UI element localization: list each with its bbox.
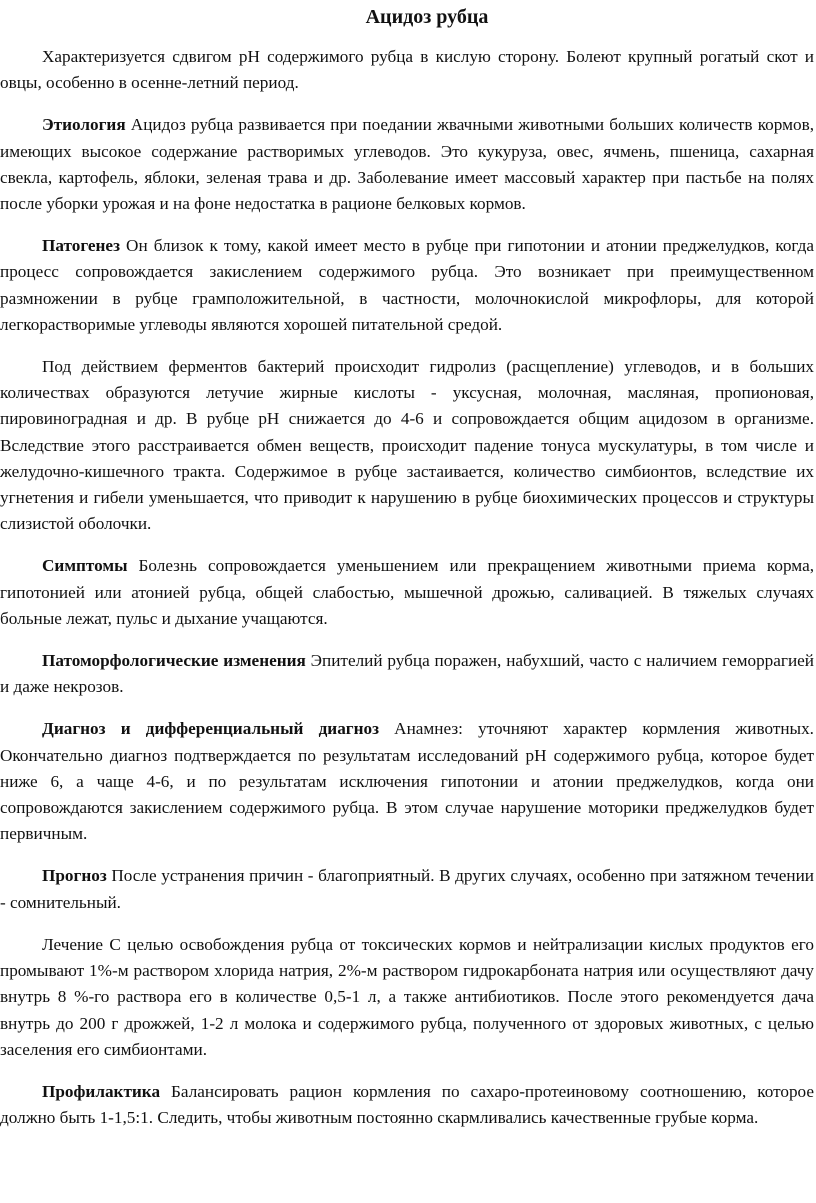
treatment-paragraph: Лечение С целью освобождения рубца от токсических кормов и нейтрализации кислых продуктов его промывают 1%-м раствором хлорида натрия, 2%-м раствором гидрокарбоната натрия или осуществляют дачу внутрь 8 %-го раствора его в количестве 0,5-1 л, а также антибиотиков. После этого рекомендуется дача внутрь до 200 г дрожжей, 1-2 л молока и содержимого рубца, полученного от здоровых животных, с целью заселения его симбионтами.: [0, 934, 814, 1059]
document-title: Ацидоз рубца: [365, 6, 489, 28]
intro-paragraph: Характеризуется сдвигом рН содержимого рубца в кислую сторону. Болеют крупный рогатый скот и овцы, особенно в осенне-летний период.: [0, 47, 814, 93]
pathomorphology-heading: Патоморфологические изменения: [42, 651, 306, 671]
diagnosis-paragraph: [0, 716, 814, 847]
pathogenesis-paragraph: [0, 233, 814, 338]
prognosis-heading: Прогноз: [42, 866, 107, 886]
pathomorphology-paragraph: [0, 648, 814, 700]
prognosis-text: После устранения причин - благоприятный. В других случаях, особенно при затяжном течении - сомнительный.: [0, 866, 814, 912]
prevention-paragraph: [0, 1079, 814, 1131]
prevention-heading: Профилактика: [42, 1081, 161, 1101]
etiology-paragraph: [0, 112, 814, 217]
prognosis-paragraph: [0, 863, 814, 915]
pathogenesis-heading: Патогенез: [42, 236, 120, 256]
pathogenesis-text: Он близок к тому, какой имеет место в рубце при гипотонии и атонии преджелудков, когда процесс сопровождается закислением содержимого рубца. Это возникает при преимущественном размножении в рубце грамположительной, в частности, молочнокислой микрофлоры, для которой легкорастворимые углеводы являются хорошей питательной средой.: [0, 236, 814, 334]
diagnosis-heading: Диагноз и дифференциальный диагноз: [42, 719, 379, 739]
symptoms-text: Болезнь сопровождается уменьшением или прекращением животными приема корма, гипотонией или атонией рубца, общей слабостью, мышечной дрожью, саливацией. В тяжелых случаях больные лежат, пульс и дыхание учащаются.: [0, 556, 814, 628]
etiology-text: Ацидоз рубца развивается при поедании жвачными животными больших количеств кормов, имеющих высокое содержание растворимых углеводов. Это кукуруза, овес, ячмень, пшеница, сахарная свекла, картофель, яблоки, зеленая трава и др. Заболевание имеет массовый характер при пастьбе на полях после уборки урожая и на фоне недостатка в рационе белковых кормов.: [0, 115, 814, 214]
etiology-heading: Этиология: [42, 115, 126, 135]
symptoms-heading: Симптомы: [42, 556, 128, 576]
pathomorphology-text: Эпителий рубца поражен, набухший, часто с наличием геморрагией и даже некрозов.: [0, 651, 814, 697]
prevention-text: Балансировать рацион кормления по сахаро-протеиновому соотношению, которое должно быть 1-1,5:1. Следить, чтобы животным постоянно скармливались качественные грубые корма.: [0, 1081, 814, 1128]
symptoms-paragraph: [0, 553, 814, 632]
pathogenesis-continued-paragraph: Под действием ферментов бактерий происходит гидролиз (расщепление) углеводов, и в больших количествах образуются летучие жирные кислоты - уксусная, молочная, масляная, пропионовая, пировиноградная и др. В рубце рН снижается до 4-6 и сопровождается общим ацидозом в организме. Вследствие этого расстраивается обмен веществ, происходит падение тонуса мускулатуры, в том числе и желудочно-кишечного тракта. Содержимое в рубце застаивается, количество симбионтов, вследствие их угнетения и гибели уменьшается, что приводит к нарушению в рубце биохимических процессов и структуры слизистой оболочки.: [0, 357, 814, 534]
diagnosis-text: Анамнез: уточняют характер кормления животных. Окончательно диагноз подтверждается по результатам исследований рН содержимого рубца, которое будет ниже 6, а чаще 4-6, и по результатам исключения гипотонии и атонии преджелудков, когда они сопровождаются закислением содержимого рубца. В этом случае нарушение моторики преджелудков будет первичным.: [0, 719, 814, 844]
